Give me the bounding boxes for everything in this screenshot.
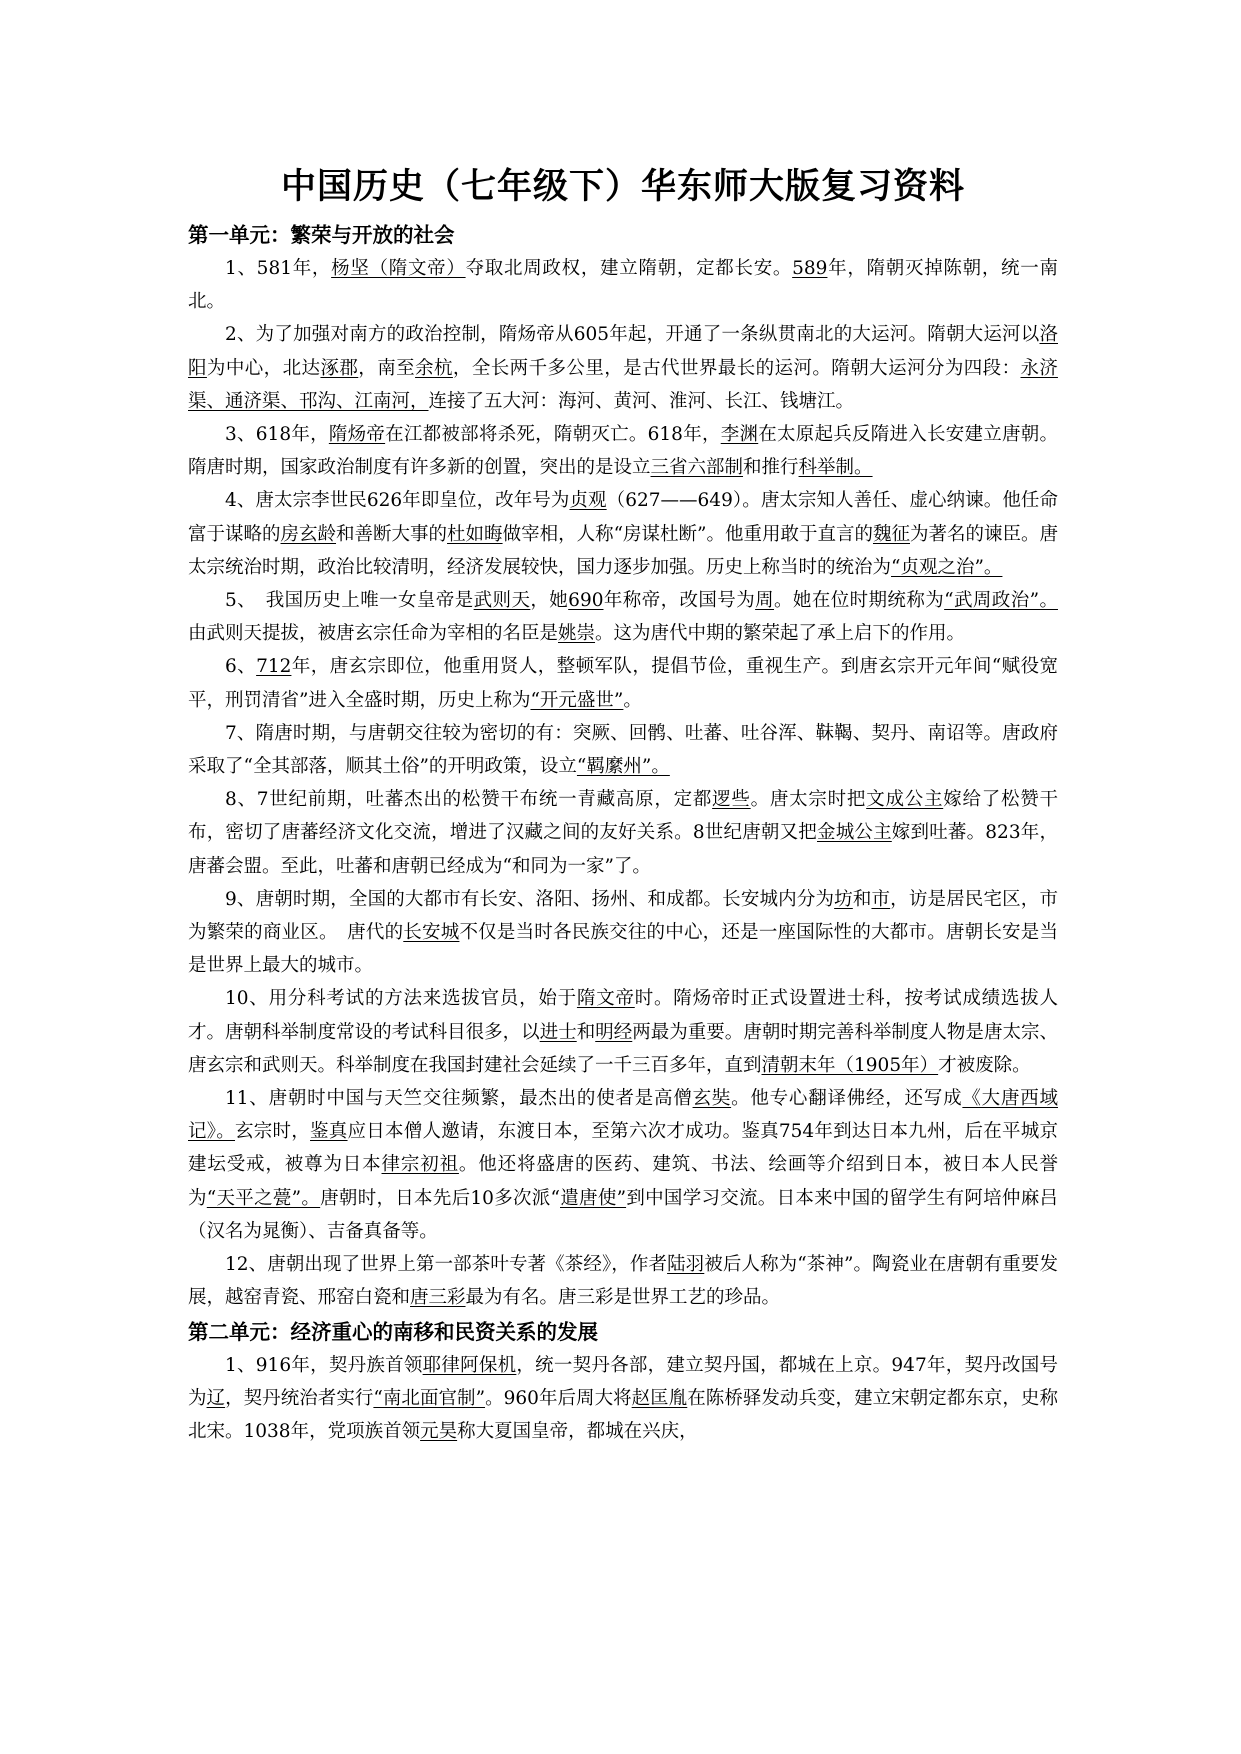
text-run: （627——649）。唐太宗知人善任、虚心纳谏。他任命富于谋略的 bbox=[188, 490, 1058, 545]
document-body bbox=[188, 218, 1058, 1448]
key-term: 市 bbox=[871, 888, 891, 910]
key-term: 辽 bbox=[206, 1387, 226, 1409]
key-term: “羁縻州”。 bbox=[576, 756, 670, 778]
text-run: 12、唐朝出现了世界上第一部茶叶专著《茶经》，作者 bbox=[225, 1254, 668, 1276]
key-term: “开元盛世” bbox=[530, 689, 624, 711]
key-term: “南北面官制” bbox=[373, 1387, 486, 1409]
text-run: 两最为重要。唐朝时期完善科举制度人物是唐太宗、唐玄宗和武则天。科举制度在我国封建社会延续了一千三百多年，直到 bbox=[188, 1021, 1058, 1076]
text-run: ，南至 bbox=[358, 357, 416, 379]
paragraph bbox=[188, 982, 1058, 1082]
key-term: 589 bbox=[792, 258, 828, 279]
text-run: 9、唐朝时期，全国的大都市有长安、洛阳、扬州、和成都。长安城内分为 bbox=[225, 888, 835, 910]
text-run: ，统一契丹各部，建立契丹国，都城在上京。947年，契丹改国号为 bbox=[188, 1354, 1058, 1409]
document-page bbox=[188, 160, 1058, 1448]
text-run: 10、用分科考试的方法来选拔官员，始于 bbox=[225, 988, 577, 1010]
unit-heading: 第一单元：繁荣与开放的社会 bbox=[188, 223, 455, 247]
key-term: 文成公主 bbox=[866, 789, 944, 811]
text-run: 。 bbox=[623, 689, 642, 711]
paragraph bbox=[188, 584, 1058, 650]
paragraph bbox=[188, 1082, 1058, 1248]
text-run: 7、隋唐时期，与唐朝交往较为密切的有：突厥、回鹘、吐蕃、吐谷浑、靺鞨、契丹、南诏等。唐政府采取了“全其部落，顺其土俗”的开明政策，设立 bbox=[188, 722, 1058, 778]
text-run: 和推行 bbox=[743, 457, 799, 479]
text-run: 。他还将盛唐的医药、建筑、书法、绘画等介绍到日本，被日本人民誉为 bbox=[188, 1154, 1058, 1209]
document-title: 中国历史（七年级下）华东师大版复习资料 bbox=[280, 167, 965, 207]
text-run: 年，唐玄宗即位，他重用贤人，整顿军队，提倡节俭，重视生产。到唐玄宗开元年间“赋役宽平，刑罚清省”进入全盛时期，历史上称为 bbox=[188, 656, 1058, 711]
text-run: 。这为唐代中期的繁荣起了承上启下的作用。 bbox=[595, 623, 966, 645]
key-term: 690 bbox=[568, 590, 604, 612]
text-run: 为著名的谏臣。唐太宗统治时期，政治比较清明，经济发展较快，国力逐步加强。历史上称当时的统治为 bbox=[188, 523, 1059, 578]
text-run: 最为有名。唐三彩是世界工艺的珍品。 bbox=[465, 1287, 781, 1309]
text-run: 称大夏国皇帝，都城在兴庆， bbox=[457, 1420, 698, 1442]
key-term: 李渊 bbox=[720, 424, 759, 446]
text-run: 和 bbox=[852, 888, 872, 910]
key-term: “贞观之治”。 bbox=[891, 556, 1003, 578]
text-run: 2、为了加强对南方的政治控制，隋炀帝从605年起，开通了一条纵贯南北的大运河。隋朝大运河以 bbox=[225, 324, 1040, 346]
text-run: 在陈桥驿发动兵变，建立宋朝定都东京，史称北宋。1038年，党项族首领 bbox=[188, 1387, 1058, 1442]
key-term: 洛阳 bbox=[188, 324, 1058, 379]
key-term: 姚崇 bbox=[558, 623, 596, 645]
text-run: 1、581年， bbox=[225, 258, 332, 279]
text-run: 4、唐太宗李世民626年即皇位，改年号为 bbox=[225, 490, 570, 512]
key-term: 元昊 bbox=[420, 1420, 458, 1442]
text-run: 才被废除。 bbox=[938, 1054, 1031, 1076]
key-term: 712 bbox=[256, 656, 292, 678]
paragraph bbox=[188, 783, 1058, 883]
text-run: 唐朝时，日本先后10多次派“ bbox=[320, 1187, 560, 1209]
text-run: 。他专心翻译佛经，还写成 bbox=[731, 1088, 963, 1110]
paragraph bbox=[188, 418, 1058, 484]
key-term: 武则天 bbox=[473, 590, 531, 612]
key-term: 科举制。 bbox=[798, 457, 873, 479]
text-run: 8、7世纪前期，吐蕃杰出的松赞干布统一青藏高原，定都 bbox=[225, 789, 713, 811]
key-term: 陆羽 bbox=[667, 1254, 705, 1276]
key-term: 余杭 bbox=[415, 357, 453, 379]
key-term: 涿郡 bbox=[320, 357, 359, 379]
text-run: 11、唐朝时中国与天竺交往频繁，最杰出的使者是高僧 bbox=[225, 1088, 693, 1110]
text-run: 连接了五大河：海河、黄河、淮河、长江、钱塘江。 bbox=[428, 390, 855, 412]
key-term: 三省六部制 bbox=[650, 457, 744, 479]
key-term: 魏征 bbox=[872, 523, 910, 545]
key-term: 唐三彩 bbox=[410, 1287, 466, 1309]
text-run: 和 bbox=[576, 1021, 596, 1043]
key-term: 永济渠、通济渠、邗沟、江南河， bbox=[188, 357, 1058, 412]
key-term: “天平之甍”。 bbox=[206, 1187, 321, 1209]
key-term: 赵匡胤 bbox=[631, 1387, 688, 1409]
key-term: 明经 bbox=[595, 1021, 633, 1043]
paragraph bbox=[188, 252, 1058, 318]
key-term: 周 bbox=[755, 590, 775, 612]
text-run: 和善断大事的 bbox=[336, 523, 448, 545]
key-term: 坊 bbox=[834, 888, 853, 910]
text-run: 做宰相，人称“房谋杜断”。他重用敢于直言的 bbox=[502, 523, 873, 545]
text-run: ，契丹统治者实行 bbox=[225, 1387, 374, 1409]
paragraph bbox=[188, 717, 1058, 783]
key-term: 《大唐西域记》。 bbox=[188, 1088, 1058, 1143]
unit-heading: 第二单元：经济重心的南移和民资关系的发展 bbox=[188, 1319, 598, 1344]
key-term: 进士 bbox=[539, 1021, 577, 1043]
key-term: 隋文帝 bbox=[576, 988, 635, 1010]
paragraph bbox=[188, 883, 1058, 983]
text-run: 年称帝，改国号为 bbox=[603, 590, 756, 612]
text-run: 。960年后周大将 bbox=[485, 1387, 632, 1409]
text-run: 年，隋朝灭掉陈朝，统一南北。 bbox=[188, 258, 1058, 313]
text-run: 为中心，北达 bbox=[206, 357, 321, 379]
key-term: 长安城 bbox=[403, 922, 460, 944]
text-run: 6、 bbox=[225, 656, 257, 678]
text-run: 嫁到吐蕃。823年，唐蕃会盟。至此，吐蕃和唐朝已经成为“和同为一家”了。 bbox=[188, 822, 1058, 877]
text-run: 嫁给了松赞干布，密切了唐蕃经济文化交流，增进了汉藏之间的友好关系。8世纪唐朝又把 bbox=[188, 789, 1058, 844]
text-run: 5、 我国历史上唯一女皇帝是 bbox=[225, 590, 474, 612]
text-run: 。唐太宗时把 bbox=[750, 789, 867, 811]
key-term: 耶律阿保机 bbox=[422, 1354, 517, 1376]
paragraph bbox=[188, 650, 1058, 716]
paragraph bbox=[188, 484, 1058, 584]
text-run: ，全长两千多公里，是古代世界最长的运河。隋朝大运河分为四段： bbox=[452, 357, 1021, 379]
text-run: 不仅是当时各民族交往的中心，还是一座国际性的大都市。唐朝长安是当是世界上最大的城市。 bbox=[188, 922, 1058, 977]
text-run: ，她 bbox=[530, 590, 569, 612]
key-term: “武周政治”。 bbox=[944, 590, 1058, 612]
key-term: 逻些 bbox=[712, 789, 751, 811]
key-term: 隋炀帝 bbox=[328, 424, 386, 446]
text-run: 在太原起兵反隋进入长安建立唐朝。隋唐时期，国家政治制度有许多新的创置，突出的是设立 bbox=[188, 424, 1058, 479]
paragraph bbox=[188, 1349, 1058, 1449]
key-term: 金城公主 bbox=[817, 822, 892, 844]
key-term: 玄奘 bbox=[692, 1088, 732, 1110]
text-run: 由武则天提拔，被唐玄宗任命为宰相的名臣是 bbox=[188, 623, 559, 645]
key-term: 律宗初祖 bbox=[381, 1154, 459, 1176]
text-run: 玄宗时， bbox=[235, 1121, 311, 1143]
text-run: 在江都被部将杀死，隋朝灭亡。618年， bbox=[385, 424, 721, 446]
key-term: 贞观 bbox=[569, 490, 607, 512]
key-term: 遣唐使” bbox=[560, 1187, 627, 1209]
text-run: 被后人称为“茶神”。陶瓷业在唐朝有重要发展，越窑青瓷、邢窑白瓷和 bbox=[188, 1254, 1058, 1309]
key-term: 杜如晦 bbox=[447, 523, 503, 545]
key-term: 清朝末年（1905年） bbox=[761, 1054, 939, 1076]
paragraph bbox=[188, 318, 1058, 418]
paragraph bbox=[188, 1248, 1058, 1314]
text-run: ，访是居民宅区，市为繁荣的商业区。 唐代的 bbox=[188, 888, 1058, 944]
text-run: 。她在位时期统称为 bbox=[774, 590, 945, 612]
text-run: 时。隋炀帝时正式设置进士科，按考试成绩选拔人才。唐朝科举制度常设的考试科目很多，以 bbox=[188, 988, 1058, 1043]
text-run: 应日本僧人邀请，东渡日本，至第六次才成功。鉴真754年到达日本九州，后在平城京建坛受戒，被尊为日本 bbox=[188, 1121, 1058, 1176]
text-run: 1、916年，契丹族首领 bbox=[225, 1354, 423, 1376]
text-run: 夺取北周政权，建立隋朝，定都长安。 bbox=[465, 258, 793, 279]
text-run: 3、618年， bbox=[225, 424, 329, 446]
key-term: 鉴真 bbox=[310, 1121, 348, 1143]
key-term: 杨坚（隋文帝） bbox=[331, 258, 466, 279]
text-run: 到中国学习交流。日本来中国的留学生有阿培仲麻吕（汉名为晁衡）、吉备真备等。 bbox=[188, 1187, 1058, 1242]
key-term: 房玄龄 bbox=[280, 523, 337, 545]
